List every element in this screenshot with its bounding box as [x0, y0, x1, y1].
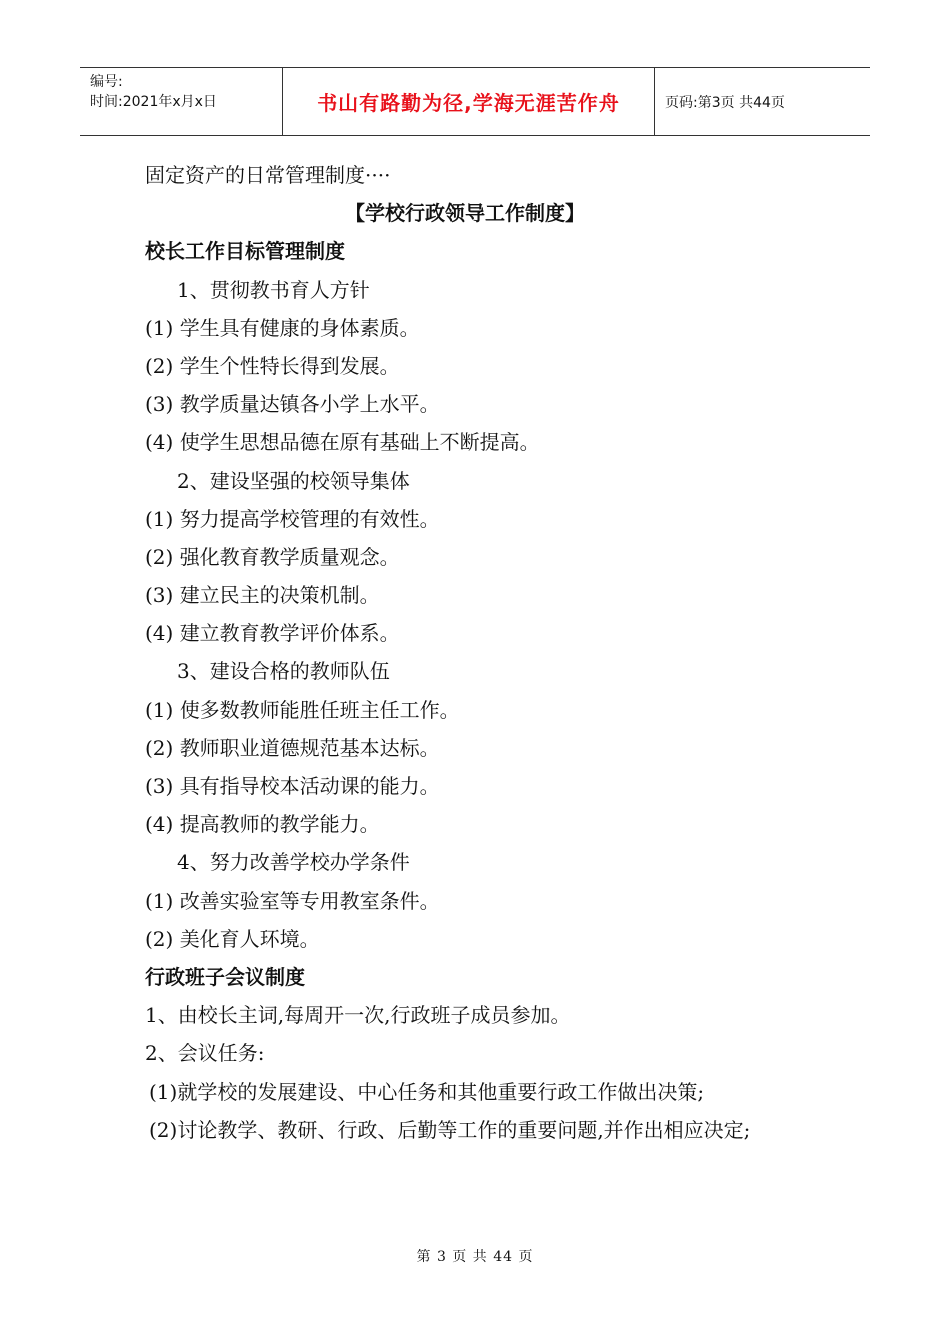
- document-body: [145, 156, 825, 1149]
- list-heading: 4、努力改善学校办学条件: [177, 850, 410, 875]
- subsection-heading: 校长工作目标管理制度: [145, 239, 345, 264]
- page-footer: 第 3 页 共 44 页: [416, 1249, 534, 1265]
- subsection-heading: 行政班子会议制度: [145, 964, 305, 989]
- body-line: 2、会议任务:: [145, 1041, 265, 1066]
- list-item: (4) 使学生思想品德在原有基础上不断提高。: [145, 430, 540, 455]
- list-heading: 2、建设坚强的校领导集体: [177, 468, 410, 493]
- list-item: (1)就学校的发展建设、中心任务和其他重要行政工作做出决策;: [149, 1079, 705, 1104]
- body-line: 1、由校长主词,每周开一次,行政班子成员参加。: [145, 1003, 571, 1028]
- list-item: (3) 具有指导校本活动课的能力。: [145, 774, 440, 798]
- list-item: (2)讨论教学、教研、行政、后勤等工作的重要问题,并作出相应决定;: [149, 1117, 751, 1142]
- list-heading: 1、贯彻教书育人方针: [177, 277, 370, 302]
- list-item: (1) 使多数教师能胜任班主任工作。: [145, 697, 460, 722]
- list-item: (1) 改善实验室等专用教室条件。: [145, 888, 440, 913]
- list-item: (2) 学生个性特长得到发展。: [145, 353, 400, 378]
- document-time-label: 时间:2021年x月x日: [90, 94, 217, 110]
- list-item: (2) 美化育人环境。: [145, 926, 320, 951]
- list-item: (1) 学生具有健康的身体素质。: [145, 315, 420, 340]
- list-item: (3) 建立民主的决策机制。: [145, 583, 380, 608]
- list-item: (4) 建立教育教学评价体系。: [145, 621, 400, 646]
- list-item: (2) 教师职业道德规范基本达标。: [145, 735, 440, 760]
- section-title: 【学校行政领导工作制度】: [345, 201, 585, 226]
- body-line: 固定资产的日常管理制度····: [145, 163, 391, 187]
- list-item: (1) 努力提高学校管理的有效性。: [145, 506, 440, 531]
- header-motto: 书山有路勤为径,学海无涯苦作舟: [283, 68, 655, 135]
- list-item: (4) 提高教师的教学能力。: [145, 812, 380, 837]
- list-heading: 3、建设合格的教师队伍: [177, 659, 390, 684]
- document-header: [80, 67, 870, 136]
- list-item: (2) 强化教育教学质量观念。: [145, 544, 400, 569]
- header-page-info: 页码:第3页 共44页: [665, 94, 785, 111]
- header-meta: [80, 68, 283, 135]
- document-number-label: 编号:: [90, 74, 123, 90]
- list-item: (3) 教学质量达镇各小学上水平。: [145, 392, 440, 417]
